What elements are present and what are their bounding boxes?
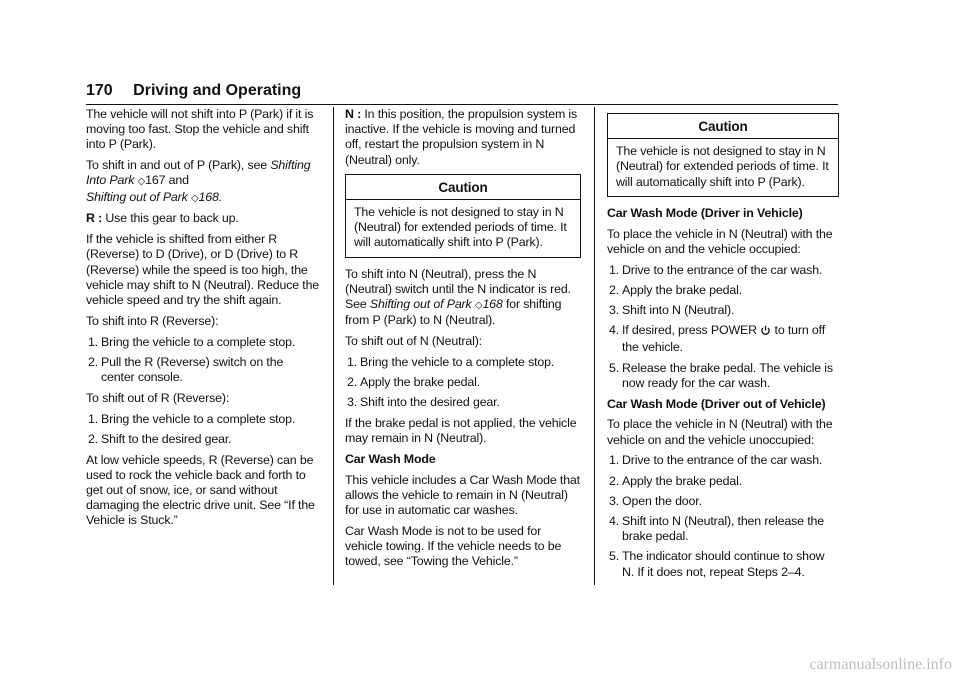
- step-number: 4.: [609, 514, 620, 529]
- caution-text: The vehicle is not designed to stay in N (Neutral) for extended periods of time. It will automatically shift into P (Park).: [616, 144, 829, 189]
- step-number: 5.: [609, 549, 620, 564]
- step-number: 2.: [609, 282, 620, 297]
- list-item: [86, 355, 320, 385]
- page-number: 170: [86, 82, 113, 99]
- text: Use this gear to back up.: [102, 211, 239, 226]
- step-number: 4.: [609, 323, 620, 338]
- step-number: 1.: [88, 334, 99, 349]
- watermark: carmanualsonline.info: [809, 656, 952, 673]
- step-text: Apply the brake pedal.: [622, 473, 743, 488]
- step-number: 2.: [609, 473, 620, 488]
- list-item: [86, 432, 320, 447]
- list-item: [86, 335, 320, 350]
- paragraph: At low vehicle speeds, R (Reverse) can be used to rock the vehicle back and forth to get out of snow, ice, or sand without damaging the electric drive unit. See “If the Vehicle is Stuck.”: [86, 452, 315, 528]
- step-text: Shift into the desired gear.: [360, 395, 500, 410]
- page-ref[interactable]: 168: [482, 297, 503, 312]
- paragraph-reverse: [86, 211, 320, 226]
- step-number: 1.: [347, 354, 358, 369]
- text: and: [165, 173, 189, 188]
- step-number: 1.: [609, 453, 620, 468]
- text: To shift in and out of P (Park), see: [86, 158, 271, 173]
- step-text: Drive to the entrance of the car wash.: [622, 262, 823, 277]
- section-heading: Car Wash Mode (Driver in Vehicle): [607, 205, 803, 220]
- section-heading: Car Wash Mode (Driver out of Vehicle): [607, 396, 826, 411]
- step-text: The indicator should continue to show N. If it does not, repeat Steps 2–4.: [622, 549, 825, 579]
- steps-list: [86, 335, 320, 386]
- page-header: [86, 82, 838, 105]
- column-divider-1: [333, 107, 334, 585]
- step-number: 1.: [88, 411, 99, 426]
- steps-list: [607, 453, 839, 579]
- paragraph: To shift into R (Reverse):: [86, 313, 219, 328]
- caution-box: [345, 174, 581, 258]
- text: for shifting from P (Park) to N (Neutral).: [345, 297, 562, 328]
- paragraph: The vehicle will not shift into P (Park) if it is moving too fast. Stop the vehicle and shift into P (Park).: [86, 107, 314, 152]
- paragraph-shift-neutral: [345, 267, 581, 329]
- paragraph: To place the vehicle in N (Neutral) with the vehicle on and the vehicle unoccupied:: [607, 417, 833, 447]
- list-item: [345, 395, 581, 410]
- caution-box: [607, 113, 839, 197]
- paragraph: Car Wash Mode is not to be used for vehicle towing. If the vehicle needs to be towed, see “Towing the Vehicle.”: [345, 524, 562, 569]
- step-text: Shift into N (Neutral), then release the brake pedal.: [622, 514, 824, 544]
- column-3: [607, 107, 839, 585]
- paragraph-park-refs: [86, 158, 320, 206]
- page-ref-arrow-icon: ◇: [137, 176, 146, 188]
- step-text: Bring the vehicle to a complete stop.: [101, 411, 296, 426]
- steps-list: [345, 355, 581, 411]
- step-number: 3.: [609, 493, 620, 508]
- step-text: Apply the brake pedal.: [622, 282, 743, 297]
- page-ref[interactable]: 167: [145, 173, 166, 188]
- step-number: 2.: [88, 431, 99, 446]
- list-item: [607, 323, 839, 355]
- step-text: Release the brake pedal. The vehicle is now ready for the car wash.: [622, 360, 833, 390]
- page-ref[interactable]: 168.: [198, 189, 223, 204]
- paragraph: If the vehicle is shifted from either R (Reverse) to D (Drive), or D (Drive) to R (Reverse) while the speed is too high, the vehicle may shift to N (Neutral). Reduce the vehicle speed and try the shift again.: [86, 232, 320, 308]
- caution-title: Caution: [608, 114, 838, 139]
- list-item: [345, 355, 581, 370]
- list-item: [607, 453, 839, 468]
- section-heading: Car Wash Mode: [345, 452, 436, 467]
- step-text: Bring the vehicle to a complete stop.: [360, 354, 555, 369]
- caution-title: Caution: [346, 175, 580, 200]
- step-text: Open the door.: [622, 493, 702, 508]
- page-ref-arrow-icon: ◇: [191, 192, 199, 204]
- list-item: [86, 412, 320, 427]
- list-item: [607, 263, 839, 278]
- gear-label-r: R :: [86, 211, 103, 226]
- list-item: [345, 375, 581, 390]
- steps-list: [607, 263, 839, 391]
- step-text: to turn off the vehicle.: [622, 323, 826, 355]
- list-item: [607, 361, 839, 391]
- link-shifting-into-park[interactable]: Shifting Into Park: [86, 158, 311, 188]
- step-number: 1.: [609, 262, 620, 277]
- step-number: 5.: [609, 360, 620, 375]
- steps-list: [86, 412, 320, 447]
- list-item: [607, 474, 839, 489]
- caution-text: The vehicle is not designed to stay in N (Neutral) for extended periods of time. It will automatically shift into P (Park).: [354, 205, 567, 250]
- column-2: [345, 107, 581, 575]
- list-item: [607, 549, 839, 579]
- paragraph-neutral: [345, 107, 581, 168]
- gear-label-n: N :: [345, 107, 362, 121]
- step-text: If desired, press POWER: [622, 323, 761, 338]
- column-1: [86, 107, 320, 534]
- step-text: Drive to the entrance of the car wash.: [622, 453, 823, 468]
- step-text: Shift to the desired gear.: [101, 431, 232, 446]
- step-text: Apply the brake pedal.: [360, 375, 481, 390]
- step-number: 2.: [347, 375, 358, 390]
- paragraph: This vehicle includes a Car Wash Mode that allows the vehicle to remain in N (Neutral) for use in automatic car washes.: [345, 472, 580, 518]
- list-item: [607, 514, 839, 544]
- link-shifting-out-of-park[interactable]: Shifting out of Park: [86, 189, 188, 204]
- paragraph: To shift out of N (Neutral):: [345, 334, 482, 349]
- list-item: [607, 283, 839, 298]
- paragraph: To place the vehicle in N (Neutral) with the vehicle on and the vehicle occupied:: [607, 226, 833, 256]
- step-text: Bring the vehicle to a complete stop.: [101, 334, 296, 349]
- power-icon: [760, 325, 771, 340]
- list-item: [607, 303, 839, 318]
- paragraph: To shift out of R (Reverse):: [86, 390, 230, 405]
- step-number: 3.: [609, 303, 620, 318]
- text: To shift into N (Neutral), press the N (Neutral) switch until the N indicator is red. See: [345, 266, 571, 312]
- step-text: Shift into N (Neutral).: [622, 303, 735, 318]
- step-number: 2.: [88, 354, 99, 369]
- link-shifting-out-of-park[interactable]: Shifting out of Park: [369, 297, 472, 312]
- step-number: 3.: [347, 395, 358, 410]
- step-text: Pull the R (Reverse) switch on the center console.: [101, 354, 284, 385]
- column-divider-2: [594, 107, 595, 585]
- paragraph: If the brake pedal is not applied, the vehicle may remain in N (Neutral).: [345, 416, 577, 446]
- page-ref-arrow-icon: ◇: [474, 300, 483, 312]
- section-title: Driving and Operating: [133, 82, 302, 99]
- list-item: [607, 494, 839, 509]
- text: In this position, the propulsion system is inactive. If the vehicle is moving and turned off, restart the propulsion system in N (Neutral) only.: [345, 107, 578, 167]
